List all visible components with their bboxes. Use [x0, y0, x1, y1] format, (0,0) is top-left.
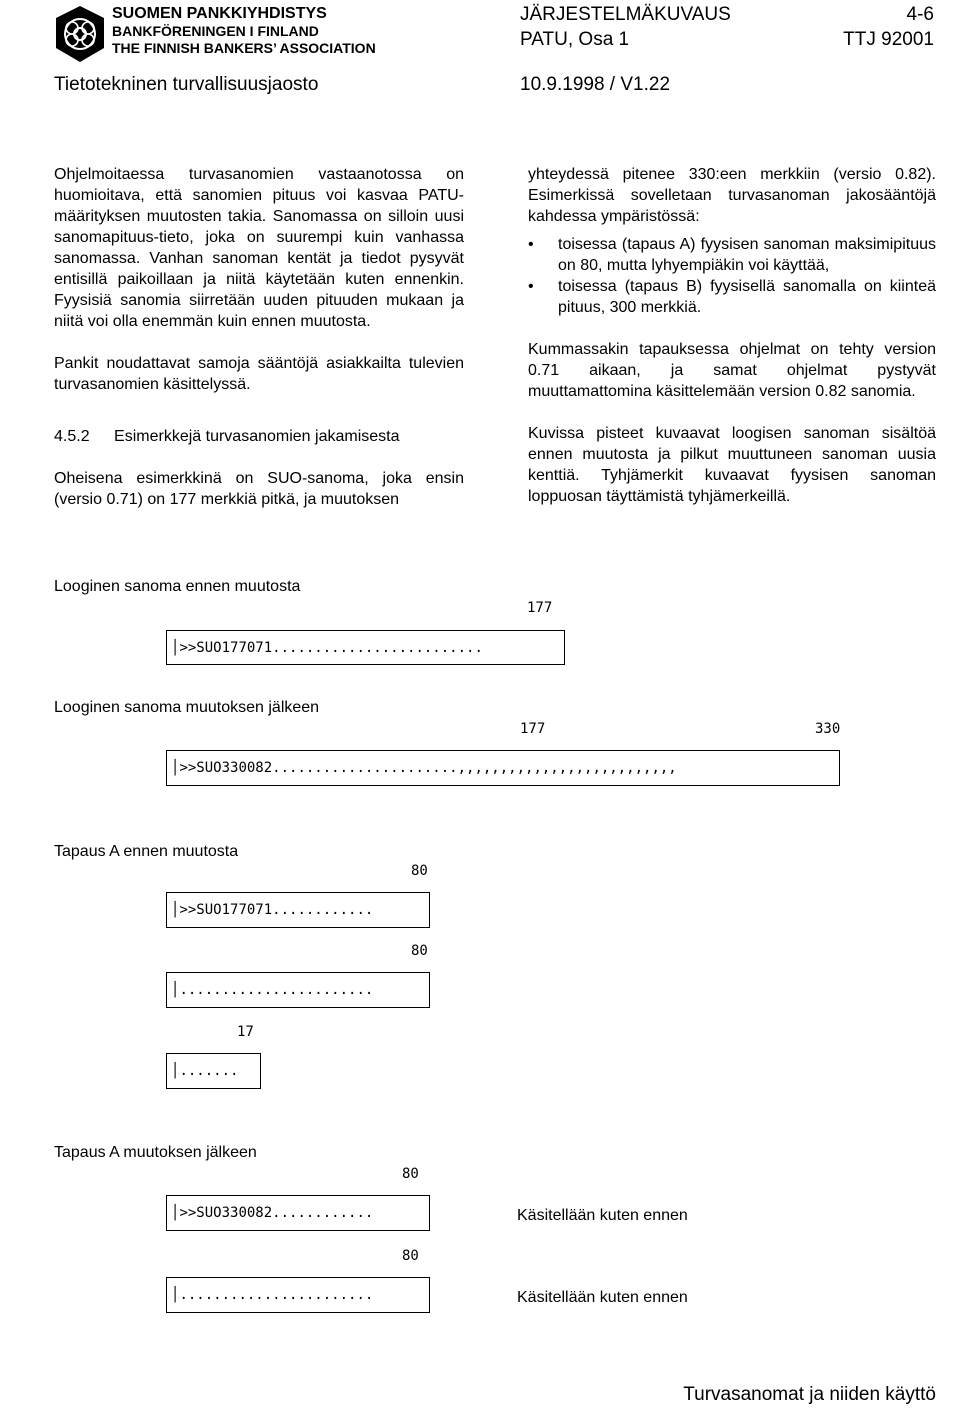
org-name-fi: SUOMEN PANKKIYHDISTYS [112, 5, 327, 22]
section-heading [54, 426, 464, 447]
paragraph: Ohjelmoitaessa turvasanomien vastaanotossa on huomioitava, että sanomien pituus voi kasvaa PATU-määrityksen muutosten takia. Sanomassa on silloin uusi sanomapituus-tieto, joka on suurempi kuin vanhassa sanomassa. Vanhan sanoman kentät ja tiedot pysyvät entisillä paikoillaan ja niitä käytetään kuten ennenkin. Fyysisiä sanomia siirretään uuden pituuden mukaan ja niitä voi olla enemmän kuin ennen muutosta. [54, 166, 464, 330]
message-content: >>SUO330082......................,,,,,,,,,,,,,,,,,,,,,,,,,, [179, 760, 677, 776]
message-box [166, 1277, 430, 1313]
org-logo [54, 4, 106, 64]
message-box [166, 630, 565, 665]
org-name-block [112, 5, 412, 57]
length-marker: 80 [411, 863, 428, 879]
paragraph: Kummassakin tapauksessa ohjelmat on tehty version 0.71 aikaan, ja samat ohjelmat pystyvät muuttamattomina käsittelemään version 0.82 sanomia. [528, 341, 936, 400]
message-content: >>SUO177071......................... [179, 640, 483, 656]
message-box [166, 1053, 261, 1089]
message-content: ....... [179, 1063, 239, 1079]
department: Tietotekninen turvallisuusjaosto [54, 74, 319, 95]
org-name-sv: BANKFÖRENINGEN I FINLAND [112, 23, 319, 39]
length-marker: 80 [402, 1166, 419, 1182]
paragraph: yhteydessä pitenee 330:een merkkiin (versio 0.82). Esimerkissä sovelletaan turvasanoman jakosääntöjä kahdessa ympäristössä: [528, 166, 936, 225]
bullet-item: • toisessa (tapaus B) fyysisellä sanomalla on kiinteä pituus, 300 merkkiä. [528, 276, 936, 318]
doc-part: PATU, Osa 1 [520, 29, 630, 50]
case-note: Käsitellään kuten ennen [517, 1289, 688, 1306]
footer-title: Turvasanomat ja niiden käyttö [683, 1384, 936, 1405]
page-number: 4-6 [906, 4, 934, 25]
diagram-label: Looginen sanoma muutoksen jälkeen [54, 699, 320, 716]
doc-type: JÄRJESTELMÄKUVAUS [520, 4, 731, 25]
length-marker: 177 [520, 721, 546, 737]
diagram-label: Tapaus A ennen muutosta [54, 843, 239, 860]
right-column [528, 164, 936, 507]
message-content: ....................... [179, 982, 374, 998]
diagram-label: Tapaus A muutoksen jälkeen [54, 1144, 257, 1161]
length-marker: 17 [237, 1024, 254, 1040]
doc-code: TTJ 92001 [843, 29, 934, 50]
message-box [166, 1195, 430, 1231]
case-note: Käsitellään kuten ennen [517, 1207, 688, 1224]
paragraph: Pankit noudattavat samoja sääntöjä asiakkailta tulevien turvasanomien käsittelyssä. [54, 355, 464, 393]
diagram-label: Looginen sanoma ennen muutosta [54, 578, 301, 595]
message-content: >>SUO330082............ [179, 1205, 374, 1221]
length-marker: 80 [411, 943, 428, 959]
section-number: 4.5.2 [54, 428, 90, 445]
bullet-list [528, 234, 936, 318]
org-name-en: THE FINNISH BANKERS’ ASSOCIATION [112, 40, 376, 56]
message-box [166, 750, 840, 786]
length-marker: 330 [815, 721, 841, 737]
date-version: 10.9.1998 / V1.22 [520, 74, 671, 95]
bullet-item: • toisessa (tapaus A) fyysisen sanoman maksimipituus on 80, mutta lyhyempiäkin voi käyttää, [528, 234, 936, 276]
message-box [166, 892, 430, 928]
left-column [54, 164, 464, 510]
message-content: >>SUO177071............ [179, 902, 374, 918]
paragraph: Kuvissa pisteet kuvaavat loogisen sanoman sisältöä ennen muutosta ja pilkut muuttuneen sanoman uusia kenttiä. Tyhjämerkit kuvaavat fyysisen sanoman loppuosan täyttämistä tyhjämerkeillä. [528, 425, 936, 505]
length-marker: 177 [527, 600, 553, 616]
message-box [166, 972, 430, 1008]
length-marker: 80 [402, 1248, 419, 1264]
paragraph: Oheisena esimerkkinä on SUO-sanoma, joka ensin (versio 0.71) on 177 merkkiä pitkä, ja muutoksen [54, 470, 464, 508]
section-title: Esimerkkejä turvasanomien jakamisesta [114, 428, 400, 445]
message-content: ....................... [179, 1287, 374, 1303]
